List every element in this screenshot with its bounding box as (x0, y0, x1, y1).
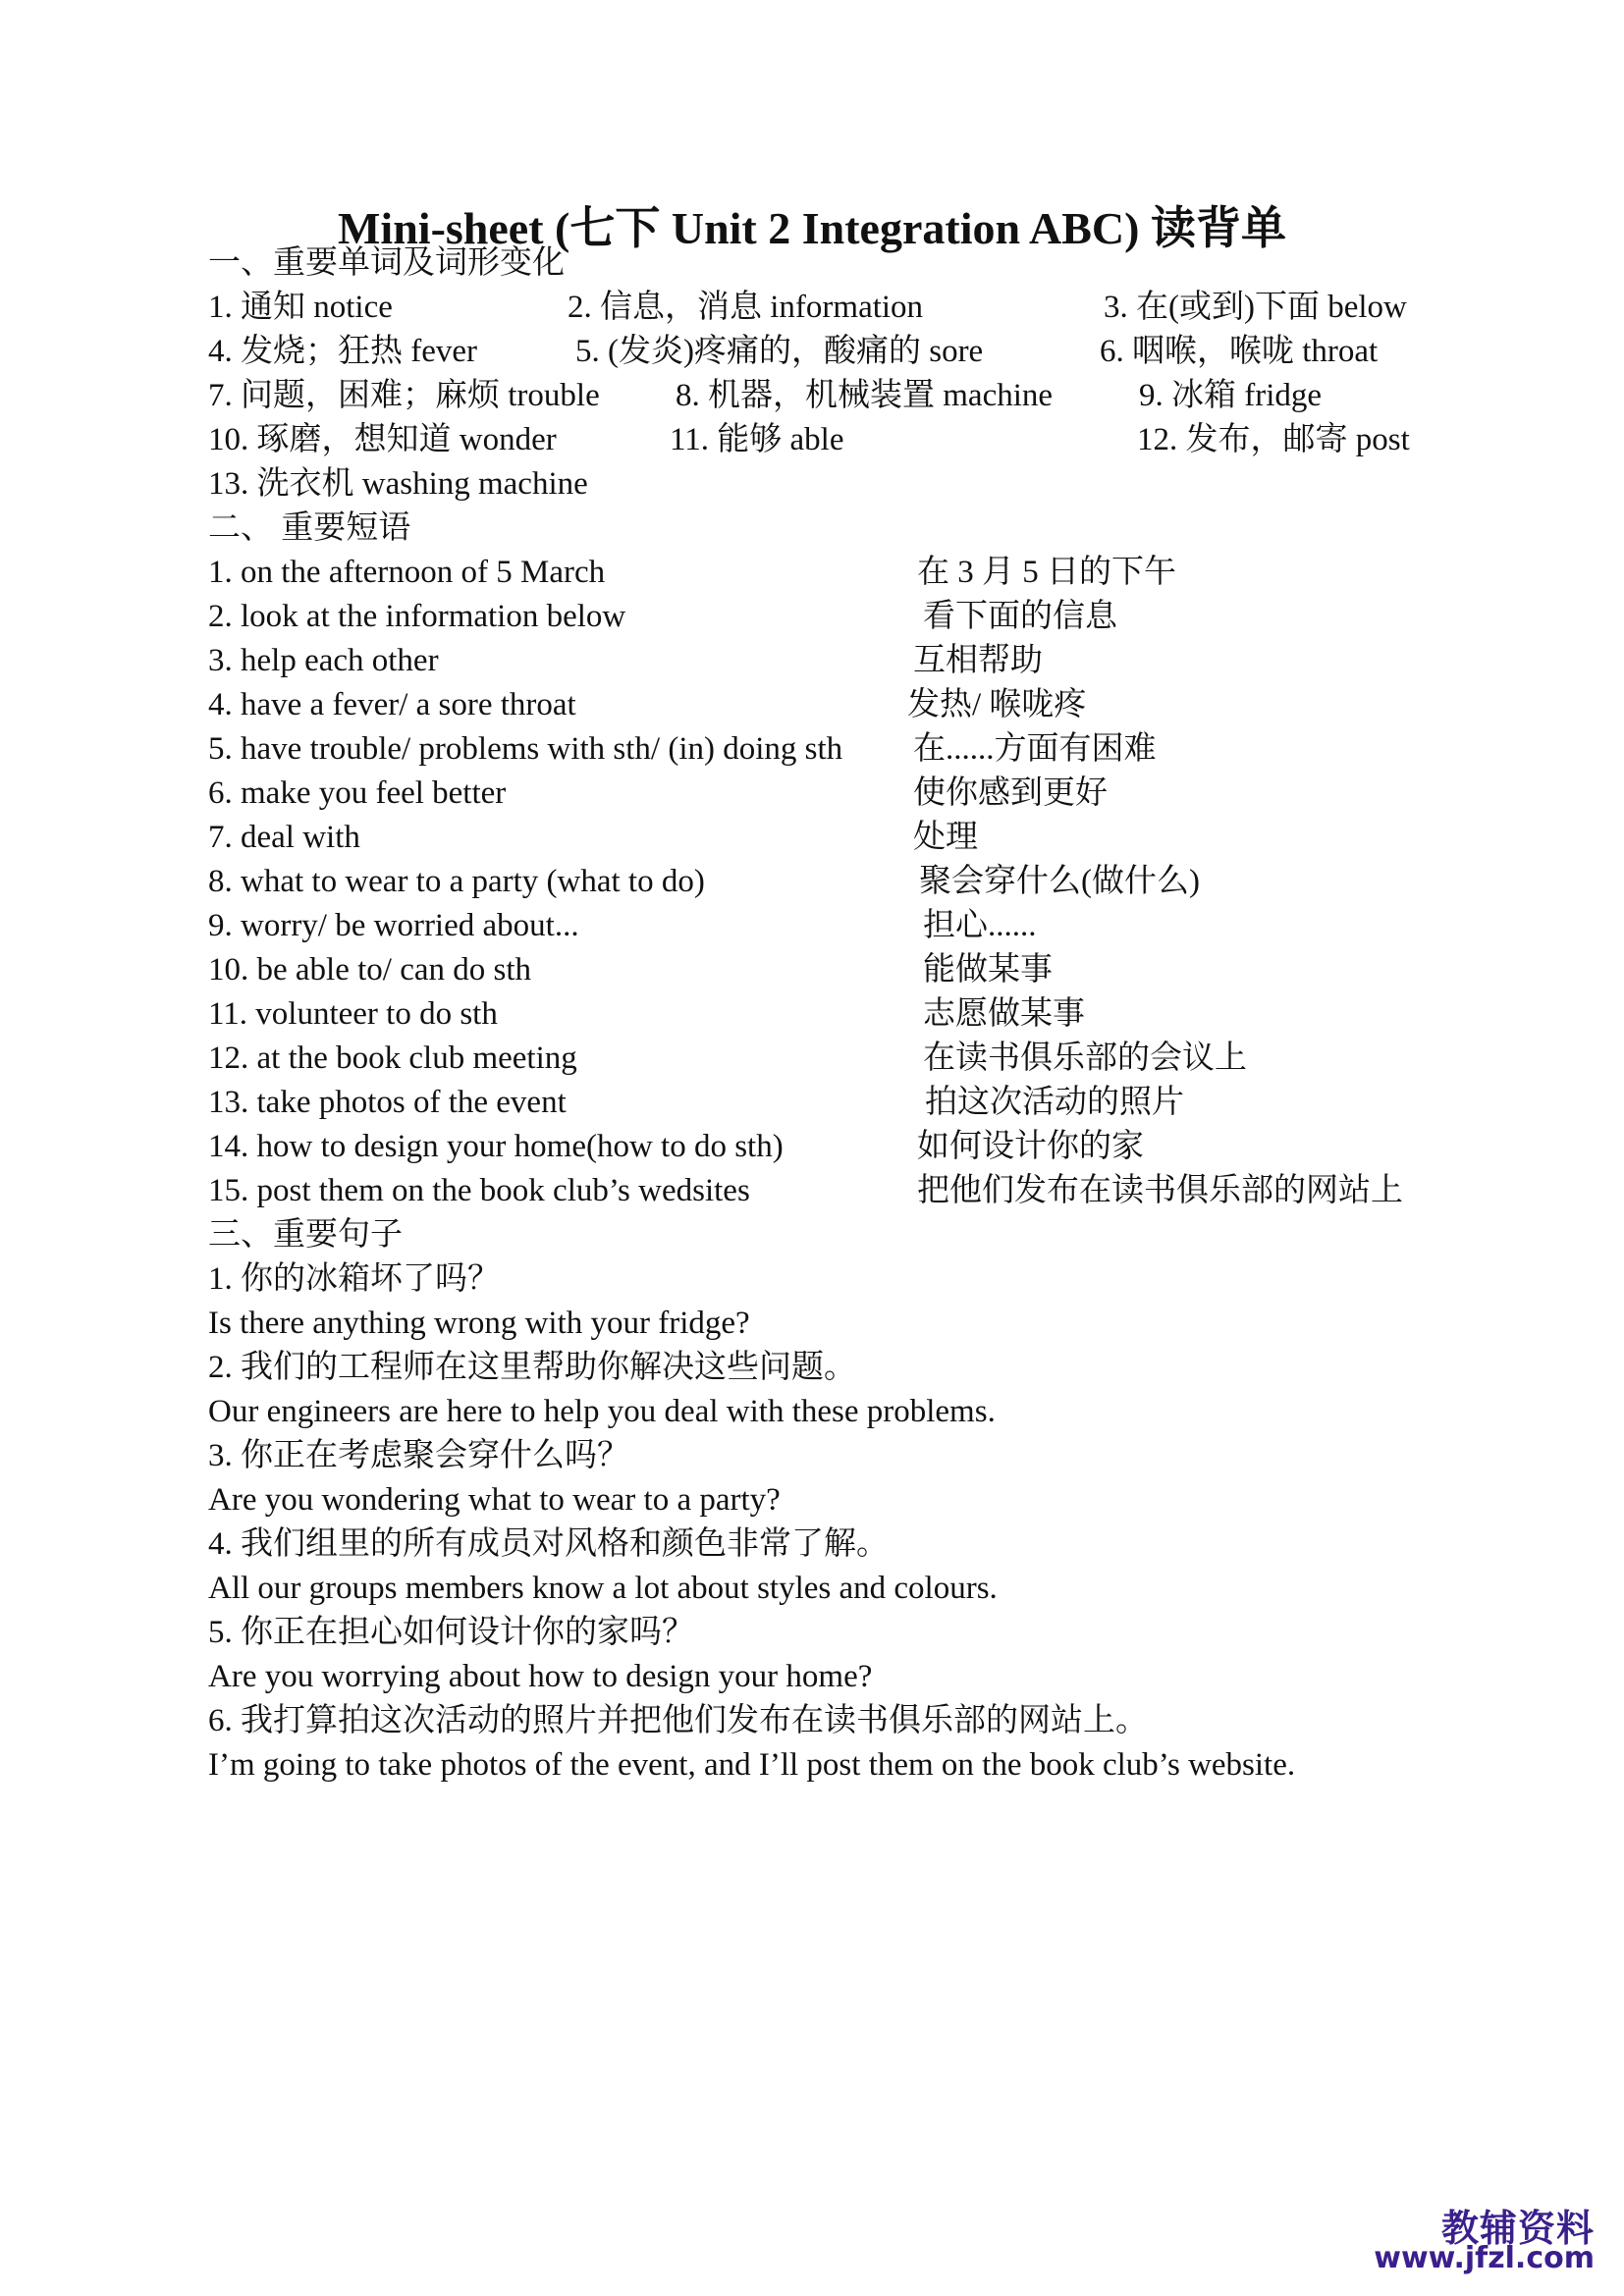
vocab-item: 13. 洗衣机 washing machine (208, 466, 588, 502)
vocab-item: 3. 在(或到)下面 below (1104, 290, 1407, 325)
vocab-item: 9. 冰箱 fridge (1139, 378, 1323, 413)
vocab-row (208, 374, 1485, 418)
phrase-row (208, 1081, 1485, 1125)
phrase-en: 14. how to design your home(how to do sth) (208, 1129, 784, 1164)
vocab-item: 4. 发烧；狂热 fever (208, 334, 478, 369)
phrase-row (208, 1125, 1485, 1169)
sentence-en: Are you worrying about how to design your home? (208, 1659, 873, 1694)
phrase-zh: 拍这次活动的照片 (925, 1085, 1184, 1120)
phrase-row (208, 904, 1485, 948)
sentence-en: Are you wondering what to wear to a party? (208, 1482, 781, 1518)
sentence-zh: 3. 你正在考虑聚会穿什么吗？ (208, 1438, 629, 1473)
phrase-en: 5. have trouble/ problems with sth/ (in) doing sth (208, 731, 843, 767)
phrase-en: 13. take photos of the event (208, 1085, 567, 1120)
phrase-zh: 在读书俱乐部的会议上 (923, 1041, 1247, 1076)
vocab-item: 2. 信息，消息 information (568, 290, 924, 325)
phrase-en: 9. worry/ be worried about... (208, 908, 579, 943)
phrase-zh: 互相帮助 (913, 643, 1043, 678)
vocab-item: 8. 机器，机械装置 machine (676, 378, 1054, 413)
phrase-row (208, 816, 1485, 860)
section-heading-phrases: 二、 重要短语 (208, 510, 411, 546)
vocab-row (208, 286, 1485, 330)
phrase-en: 3. help each other (208, 643, 439, 678)
phrase-en: 6. make you feel better (208, 775, 507, 811)
sentence-zh: 6. 我打算拍这次活动的照片并把他们发布在读书俱乐部的网站上。 (208, 1703, 1148, 1738)
vocab-item: 6. 咽喉，喉咙 throat (1100, 334, 1379, 369)
phrase-en: 2. look at the information below (208, 599, 626, 634)
sentence-en: Is there anything wrong with your fridge? (208, 1306, 750, 1341)
phrase-en: 12. at the book club meeting (208, 1041, 577, 1076)
vocab-row (208, 418, 1485, 462)
watermark-title: 教辅资料 (1440, 2207, 1595, 2250)
section-heading-sentences: 三、重要句子 (208, 1217, 403, 1253)
vocab-item: 1. 通知 notice (208, 290, 393, 325)
sentence-zh: 4. 我们组里的所有成员对风格和颜色非常了解。 (208, 1526, 889, 1562)
phrase-en: 4. have a fever/ a sore throat (208, 687, 576, 722)
vocab-item: 5. (发炎)疼痛的，酸痛的 sore (575, 334, 984, 369)
page-title: Mini-sheet (七下 Unit 2 Integration ABC) 读背单 (338, 203, 1286, 253)
section-heading-words: 一、重要单词及词形变化 (208, 245, 565, 281)
phrase-en: 7. deal with (208, 820, 360, 855)
phrase-row (208, 551, 1485, 595)
sentence-en: I’m going to take photos of the event, and I’ll post them on the book club’s website. (208, 1747, 1296, 1783)
phrase-en: 15. post them on the book club’s wedsites (208, 1173, 750, 1208)
phrase-zh: 如何设计你的家 (917, 1129, 1144, 1164)
phrase-en: 1. on the afternoon of 5 March (208, 555, 606, 590)
sentence-zh: 2. 我们的工程师在这里帮助你解决这些问题。 (208, 1350, 856, 1385)
phrase-row (208, 860, 1485, 904)
sentence-en: Our engineers are here to help you deal with these problems. (208, 1394, 996, 1429)
phrase-zh: 看下面的信息 (923, 599, 1117, 634)
phrase-zh: 能做某事 (923, 952, 1053, 988)
phrase-zh: 发热/ 喉咙疼 (907, 687, 1087, 722)
phrase-zh: 使你感到更好 (913, 775, 1108, 811)
sentence-zh: 5. 你正在担心如何设计你的家吗？ (208, 1615, 694, 1650)
phrase-en: 8. what to wear to a party (what to do) (208, 864, 705, 899)
phrase-row (208, 1037, 1485, 1081)
phrase-row (208, 727, 1485, 772)
watermark-logo (1359, 2198, 1595, 2276)
vocab-item: 12. 发布，邮寄 post (1137, 422, 1410, 457)
vocab-row (208, 330, 1485, 374)
phrase-en: 11. volunteer to do sth (208, 996, 498, 1032)
phrase-row (208, 639, 1485, 683)
vocab-item: 11. 能够 able (670, 422, 844, 457)
phrase-row (208, 992, 1485, 1037)
phrase-zh: 志愿做某事 (923, 996, 1085, 1032)
vocab-item: 7. 问题，困难；麻烦 trouble (208, 378, 600, 413)
phrase-row (208, 595, 1485, 639)
phrase-zh: 担心...... (923, 908, 1037, 943)
vocab-row (208, 462, 1485, 507)
phrase-zh: 聚会穿什么(做什么) (919, 864, 1200, 899)
phrase-zh: 处理 (913, 820, 978, 855)
phrase-zh: 在......方面有困难 (913, 731, 1157, 767)
phrase-zh: 把他们发布在读书俱乐部的网站上 (917, 1173, 1403, 1208)
sentence-en: All our groups members know a lot about styles and colours. (208, 1571, 998, 1606)
phrase-row (208, 683, 1485, 727)
document-content (208, 241, 1485, 1788)
phrase-row (208, 772, 1485, 816)
phrase-row (208, 948, 1485, 992)
watermark-url: www.jfzl.com (1374, 2241, 1595, 2275)
sentence-zh: 1. 你的冰箱坏了吗？ (208, 1261, 500, 1297)
phrase-zh: 在 3 月 5 日的下午 (917, 555, 1176, 590)
phrase-row (208, 1169, 1485, 1213)
phrase-en: 10. be able to/ can do sth (208, 952, 532, 988)
vocab-item: 10. 琢磨，想知道 wonder (208, 422, 557, 457)
